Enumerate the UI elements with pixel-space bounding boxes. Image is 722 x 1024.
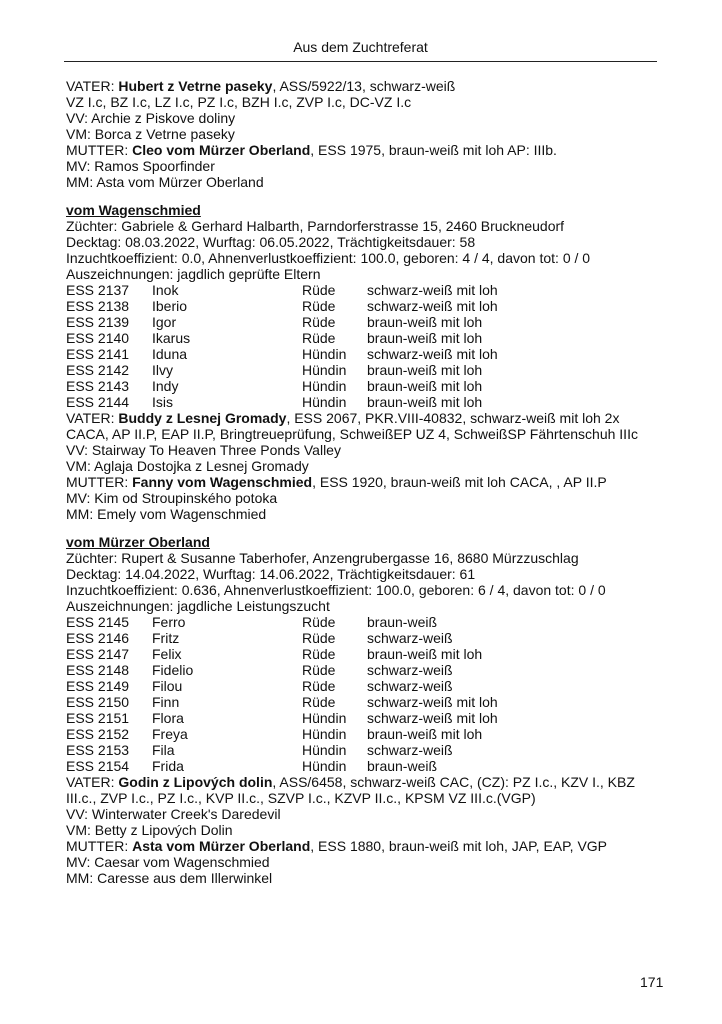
puppy-row — [66, 694, 666, 710]
vm-line: VM: Borca z Vetrne paseky — [66, 126, 235, 142]
puppy-sex: Rüde — [302, 614, 336, 630]
mutter-line — [66, 474, 666, 490]
puppy-sex: Hündin — [302, 378, 347, 394]
puppy-name: Fritz — [152, 630, 180, 646]
vater-label: VATER: — [66, 774, 119, 790]
litter-section — [66, 534, 666, 886]
puppy-name: Igor — [152, 314, 177, 330]
puppy-color: schwarz-weiß mit loh — [367, 282, 498, 298]
puppy-row — [66, 662, 666, 678]
mutter-line — [66, 838, 666, 854]
puppy-sex: Rüde — [302, 330, 336, 346]
puppy-color: schwarz-weiß mit loh — [367, 694, 498, 710]
breeder-line: Züchter: Gabriele & Gerhard Halbarth, Parndorferstrasse 15, 2460 Bruckneudorf — [66, 218, 565, 234]
mutter-label: MUTTER: — [66, 142, 133, 158]
mm-line: MM: Caresse aus dem Illerwinkel — [66, 870, 273, 886]
vm-line: VM: Aglaja Dostojka z Lesnej Gromady — [66, 458, 309, 474]
awards-line: Auszeichnungen: jagdlich geprüfte Eltern — [66, 266, 321, 282]
kennel-name: vom Wagenschmied — [66, 202, 201, 218]
mutter-label: MUTTER: — [66, 838, 133, 854]
vater-details: , ASS/5922/13, schwarz-weiß — [272, 78, 456, 94]
puppy-sex: Hündin — [302, 710, 347, 726]
vater-details: , ASS/6458, schwarz-weiß CAC, (CZ): PZ I.c., KZV I., KBZ — [272, 774, 635, 790]
vater-titles: VZ I.c, BZ I.c, LZ I.c, PZ I.c, BZH I.c, ZVP I.c, DC-VZ I.c — [66, 94, 412, 110]
puppy-name: Felix — [152, 646, 182, 662]
puppy-reg-number: ESS 2148 — [66, 662, 130, 678]
vater-name: Hubert z Vetrne paseky — [118, 78, 273, 94]
puppy-name: Filou — [152, 678, 183, 694]
puppy-color: schwarz-weiß — [367, 678, 453, 694]
puppy-reg-number: ESS 2153 — [66, 742, 130, 758]
puppy-reg-number: ESS 2144 — [66, 394, 130, 410]
puppy-row — [66, 378, 666, 394]
puppy-name: Ikarus — [152, 330, 191, 346]
puppy-color: braun-weiß mit loh — [367, 646, 483, 662]
puppy-name: Finn — [152, 694, 180, 710]
vv-line: VV: Archie z Piskove doliny — [66, 110, 236, 126]
puppy-name: Ferro — [152, 614, 186, 630]
vater-name: Godin z Lipových dolin — [118, 774, 273, 790]
puppy-color: schwarz-weiß mit loh — [367, 346, 498, 362]
puppy-reg-number: ESS 2145 — [66, 614, 130, 630]
puppy-color: braun-weiß — [367, 614, 438, 630]
puppy-name: Frida — [152, 758, 184, 774]
puppy-sex: Hündin — [302, 346, 347, 362]
mutter-details: , ESS 1880, braun-weiß mit loh, JAP, EAP, VGP — [310, 838, 608, 854]
puppy-name: Isis — [152, 394, 173, 410]
mv-line: MV: Kim od Stroupinského potoka — [66, 490, 278, 506]
puppy-reg-number: ESS 2137 — [66, 282, 130, 298]
puppy-row — [66, 630, 666, 646]
puppy-sex: Rüde — [302, 662, 336, 678]
puppy-reg-number: ESS 2146 — [66, 630, 130, 646]
puppy-color: schwarz-weiß — [367, 630, 453, 646]
puppy-row — [66, 298, 666, 314]
vater-titles: III.c., ZVP I.c., PZ I.c., KVP II.c., SZVP I.c., KZVP II.c., KPSM VZ III.c.(VGP) — [66, 790, 536, 806]
puppy-name: Inok — [152, 282, 179, 298]
puppy-name: Iduna — [152, 346, 188, 362]
puppy-sex: Hündin — [302, 726, 347, 742]
puppy-row — [66, 330, 666, 346]
puppy-reg-number: ESS 2138 — [66, 298, 130, 314]
puppy-name: Fidelio — [152, 662, 194, 678]
puppy-name: Iberio — [152, 298, 188, 314]
vater-name: Buddy z Lesnej Gromady — [118, 410, 287, 426]
puppy-row — [66, 726, 666, 742]
breeder-line: Züchter: Rupert & Susanne Taberhofer, Anzengrubergasse 16, 8680 Mürzzuschlag — [66, 550, 579, 566]
puppy-sex: Rüde — [302, 630, 336, 646]
litters-list — [66, 202, 666, 886]
kennel-name: vom Mürzer Oberland — [66, 534, 210, 550]
mutter-line — [66, 142, 666, 158]
mutter-label: MUTTER: — [66, 474, 133, 490]
awards-line: Auszeichnungen: jagdliche Leistungszucht — [66, 598, 330, 614]
page-number: 171 — [640, 974, 664, 990]
puppy-sex: Rüde — [302, 694, 336, 710]
dates-line: Decktag: 08.03.2022, Wurftag: 06.05.2022, Trächtigkeitsdauer: 58 — [66, 234, 476, 250]
vater-label: VATER: — [66, 410, 119, 426]
puppy-row — [66, 742, 666, 758]
puppy-color: schwarz-weiß — [367, 662, 453, 678]
puppy-name: Ilvy — [152, 362, 173, 378]
vm-line: VM: Betty z Lipových Dolin — [66, 822, 233, 838]
vater-details: , ESS 2067, PKR.VIII-40832, schwarz-weiß mit loh 2x — [286, 410, 620, 426]
puppy-sex: Hündin — [302, 758, 347, 774]
puppy-reg-number: ESS 2142 — [66, 362, 130, 378]
page-header-title: Aus dem Zuchtreferat — [293, 39, 428, 55]
puppy-sex: Rüde — [302, 678, 336, 694]
puppy-name: Indy — [152, 378, 179, 394]
mv-line: MV: Caesar vom Wagenschmied — [66, 854, 270, 870]
puppy-sex: Hündin — [302, 362, 347, 378]
puppy-reg-number: ESS 2150 — [66, 694, 130, 710]
puppy-row — [66, 710, 666, 726]
puppy-row — [66, 678, 666, 694]
mv-line: MV: Ramos Spoorfinder — [66, 158, 215, 174]
puppy-sex: Hündin — [302, 742, 347, 758]
puppy-reg-number: ESS 2151 — [66, 710, 130, 726]
puppy-sex: Rüde — [302, 298, 336, 314]
page-content — [66, 78, 666, 886]
puppy-sex: Rüde — [302, 282, 336, 298]
puppy-sex: Rüde — [302, 646, 336, 662]
puppy-color: schwarz-weiß — [367, 742, 453, 758]
dates-line: Decktag: 14.04.2022, Wurftag: 14.06.2022, Trächtigkeitsdauer: 61 — [66, 566, 476, 582]
mutter-details: , ESS 1975, braun-weiß mit loh AP: IIIb. — [310, 142, 557, 158]
puppy-color: braun-weiß mit loh — [367, 330, 483, 346]
puppy-reg-number: ESS 2152 — [66, 726, 130, 742]
puppy-color: braun-weiß mit loh — [367, 726, 483, 742]
puppy-row — [66, 346, 666, 362]
puppy-color: schwarz-weiß mit loh — [367, 298, 498, 314]
coefficients-line: Inzuchtkoeffizient: 0.0, Ahnenverlustkoeffizient: 100.0, geboren: 4 / 4, davon tot: 0 / 0 — [66, 250, 591, 266]
parents-block-previous — [66, 78, 666, 190]
vater-line — [66, 774, 666, 790]
puppy-row — [66, 614, 666, 630]
puppy-row — [66, 758, 666, 774]
puppy-reg-number: ESS 2143 — [66, 378, 130, 394]
puppy-row — [66, 282, 666, 298]
puppy-reg-number: ESS 2140 — [66, 330, 130, 346]
puppy-color: braun-weiß mit loh — [367, 314, 483, 330]
litter-section — [66, 202, 666, 522]
puppy-row — [66, 394, 666, 410]
puppy-color: braun-weiß mit loh — [367, 362, 483, 378]
puppy-color: braun-weiß mit loh — [367, 378, 483, 394]
vv-line: VV: Winterwater Creek's Daredevil — [66, 806, 281, 822]
mm-line: MM: Asta vom Mürzer Oberland — [66, 174, 264, 190]
mm-line: MM: Emely vom Wagenschmied — [66, 506, 267, 522]
puppy-color: braun-weiß mit loh — [367, 394, 483, 410]
puppy-color: braun-weiß — [367, 758, 438, 774]
puppy-reg-number: ESS 2139 — [66, 314, 130, 330]
puppy-color: schwarz-weiß mit loh — [367, 710, 498, 726]
mutter-details: , ESS 1920, braun-weiß mit loh CACA, , AP II.P — [312, 474, 607, 490]
puppy-reg-number: ESS 2147 — [66, 646, 130, 662]
mutter-name: Cleo vom Mürzer Oberland — [132, 142, 311, 158]
puppy-name: Flora — [152, 710, 184, 726]
vater-line — [66, 410, 666, 426]
puppy-reg-number: ESS 2141 — [66, 346, 130, 362]
puppy-sex: Rüde — [302, 314, 336, 330]
puppy-name: Freya — [152, 726, 188, 742]
vater-line — [66, 78, 666, 94]
vv-line: VV: Stairway To Heaven Three Ponds Valley — [66, 442, 341, 458]
vater-label: VATER: — [66, 78, 119, 94]
puppy-row — [66, 362, 666, 378]
mutter-name: Asta vom Mürzer Oberland — [132, 838, 311, 854]
header-rule — [64, 61, 657, 62]
puppy-row — [66, 314, 666, 330]
puppy-reg-number: ESS 2149 — [66, 678, 130, 694]
puppy-row — [66, 646, 666, 662]
puppy-reg-number: ESS 2154 — [66, 758, 130, 774]
mutter-name: Fanny vom Wagenschmied — [132, 474, 313, 490]
puppy-sex: Hündin — [302, 394, 347, 410]
coefficients-line: Inzuchtkoeffizient: 0.636, Ahnenverlustkoeffizient: 100.0, geboren: 6 / 4, davon tot: 0 / 0 — [66, 582, 606, 598]
puppy-name: Fila — [152, 742, 175, 758]
vater-titles: CACA, AP II.P, EAP II.P, Bringtreueprüfung, SchweißEP UZ 4, SchweißSP Fährtenschuh IIIc — [66, 426, 638, 442]
